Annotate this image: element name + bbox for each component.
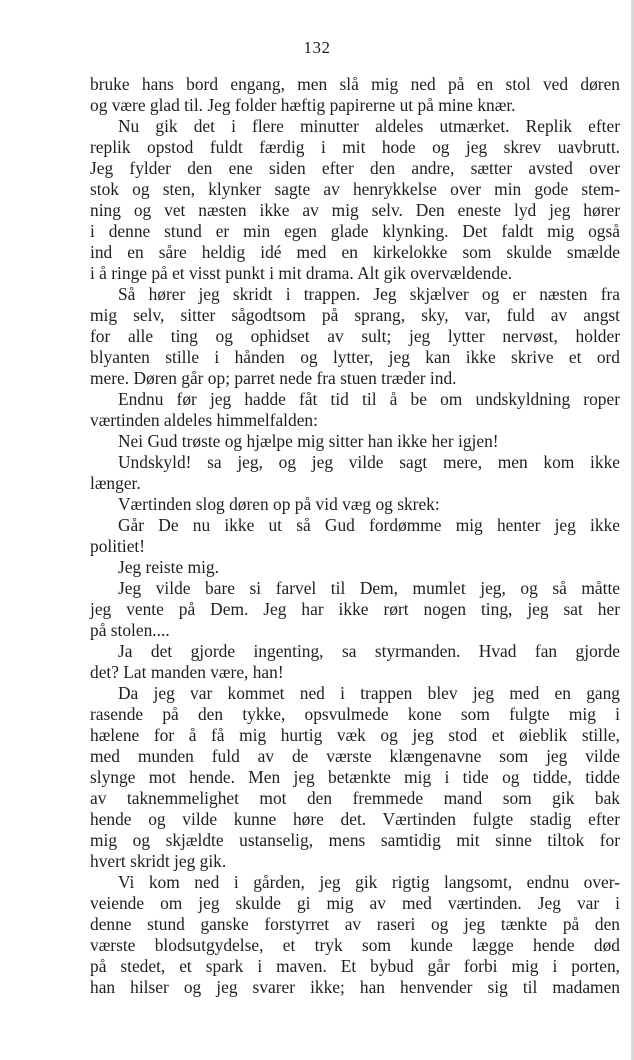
page-number: 132 — [303, 38, 331, 57]
text-line: hende og vilde kunne høre det. Værtinden fulgte stadig efter — [90, 809, 620, 829]
text-line: Jeg reiste mig. — [118, 557, 219, 577]
text-line: på stolen.... — [90, 620, 170, 640]
text-line: mig og skjældte ustanselig, mens samtidig mit sinne tiltok for — [90, 830, 620, 850]
text-line: bruke hans bord engang, men slå mig ned på en stol ved døren — [90, 74, 620, 94]
text-line: Jeg fylder den ene siden efter den andre, sætter avsted over — [90, 158, 620, 178]
text-line: denne stund ganske forstyrret av raseri og jeg tænkte på den — [90, 914, 620, 934]
text-line: han hilser og jeg svarer ikke; han henvender sig til madamen — [90, 977, 620, 997]
text-line: for alle ting og ophidset av sult; jeg lytter nervøst, holder — [90, 326, 620, 346]
text-line: Undskyld! sa jeg, og jeg vilde sagt mere, men kom ikke — [118, 452, 620, 472]
text-line: værtinden aldeles himmelfalden: — [90, 410, 318, 430]
text-line: værste blodsutgydelse, et tryk som kunde lægge hende død — [90, 935, 620, 955]
text-line: slynge mot hende. Men jeg betænkte mig i tide og tidde, tidde — [90, 767, 620, 787]
text-line: Nei Gud trøste og hjælpe mig sitter han ikke her igjen! — [118, 431, 499, 451]
text-line: Værtinden slog døren op på vid væg og skrek: — [118, 494, 440, 514]
text-line: ind en såre heldig idé med en kirkelokke som skulde smælde — [90, 242, 620, 262]
text-line: Vi kom ned i gården, jeg gik rigtig langsomt, endnu over- — [118, 872, 620, 892]
text-line: Nu gik det i flere minutter aldeles utmærket. Replik efter — [118, 116, 620, 136]
text-line: stok og sten, klynker sagte av henrykkelse over min gode stem- — [90, 179, 620, 199]
text-line: og være glad til. Jeg folder hæftig papirerne ut på mine knær. — [90, 95, 516, 115]
text-line: av taknemmelighet mot den fremmede mand som gik bak — [90, 788, 620, 808]
text-line: hvert skridt jeg gik. — [90, 851, 227, 871]
body-text — [90, 74, 620, 998]
text-line: Går De nu ikke ut så Gud fordømme mig henter jeg ikke — [118, 515, 620, 535]
text-line: hælene for å få mig hurtig væk og jeg stod et øieblik stille, — [90, 725, 620, 745]
text-line: i å ringe på et visst punkt i mit drama. Alt gik overvældende. — [90, 263, 513, 283]
text-line: replik opstod fuldt færdig i mit hode og jeg skrev uavbrutt. — [90, 137, 620, 157]
text-line: Da jeg var kommet ned i trappen blev jeg med en gang — [118, 683, 620, 703]
text-line: veiende om jeg skulde gi mig av med værtinden. Jeg var i — [90, 893, 620, 913]
text-line: rasende på den tykke, opsvulmede kone som fulgte mig i — [90, 704, 620, 724]
text-line: på stedet, et spark i maven. Et bybud går forbi mig i porten, — [90, 956, 620, 976]
text-line: ning og vet næsten ikke av mig selv. Den eneste lyd jeg hører — [90, 200, 620, 220]
text-line: Så hører jeg skridt i trappen. Jeg skjælver og er næsten fra — [118, 284, 620, 304]
text-line: politiet! — [90, 536, 146, 556]
text-line: Ja det gjorde ingenting, sa styrmanden. Hvad fan gjorde — [118, 641, 620, 661]
text-line: det? Lat manden være, han! — [90, 662, 284, 682]
text-line: jeg vente på Dem. Jeg har ikke rørt nogen ting, jeg sat her — [90, 599, 620, 619]
text-line: mig selv, sitter sågodtsom på sprang, sky, var, fuld av angst — [90, 305, 620, 325]
text-line: blyanten stille i hånden og lytter, jeg kan ikke skrive et ord — [90, 347, 620, 367]
text-line: mere. Døren går op; parret nede fra stuen træder ind. — [90, 368, 457, 388]
text-line: med munden fuld av de værste klængenavne som jeg vilde — [90, 746, 620, 766]
text-line: Jeg vilde bare si farvel til Dem, mumlet jeg, og så måtte — [118, 578, 620, 598]
text-line: Endnu før jeg hadde fåt tid til å be om undskyldning roper — [118, 389, 620, 409]
text-line: i denne stund er min egen glade klynking. Det faldt mig også — [90, 221, 620, 241]
text-line: længer. — [90, 473, 141, 493]
